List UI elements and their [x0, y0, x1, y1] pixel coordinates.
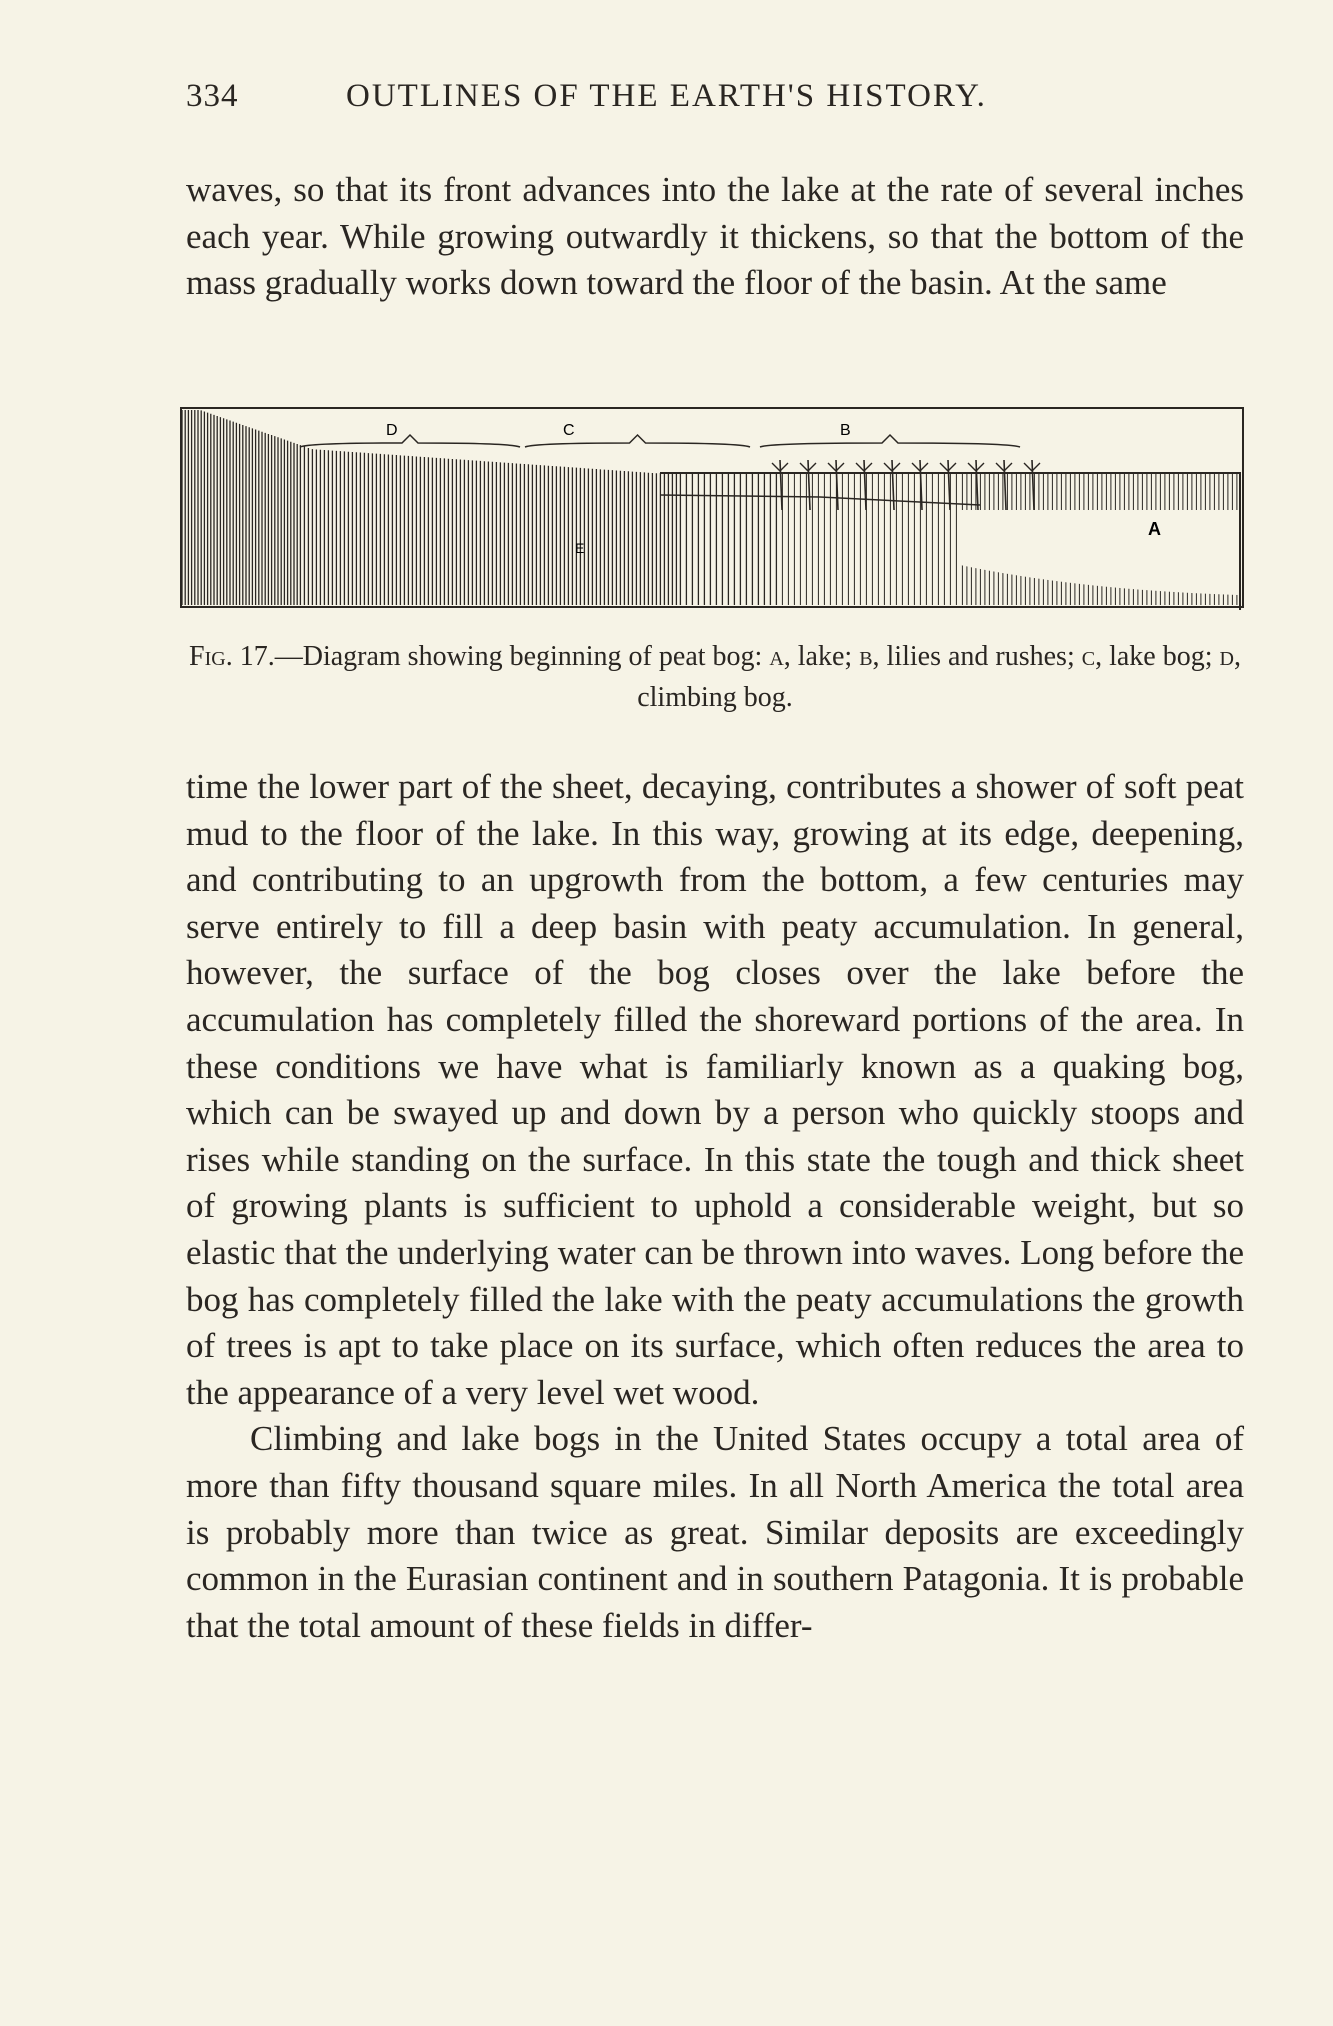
- caption-desc-d: , climbing bog.: [637, 641, 1241, 713]
- rush-stalk: [780, 460, 782, 510]
- caption-intro: Diagram showing beginning of peat bog:: [302, 641, 770, 672]
- running-head: OUTLINES OF THE EARTH'S HISTORY.: [346, 78, 987, 114]
- zone-bracket: [760, 435, 1020, 447]
- diagram-label-d: D: [386, 422, 398, 439]
- caption-desc-a: , lake;: [783, 641, 860, 672]
- zone-bracket: [300, 435, 520, 447]
- diagram-label-c: C: [563, 422, 575, 439]
- page-header: [186, 78, 1246, 128]
- caption-key-d: d: [1219, 641, 1234, 672]
- paragraph-main: time the lower part of the sheet, decaying, contributes a shower of soft peat mud to the floor of the lake. In this way, growing at its edge, deepening, and contributing to an upgrowth from the bottom, a few centuries may serve entirely to fill a deep basin with peaty accumulation. In general, however, the surface of the bog closes over the lake before the accumulation has completely filled the shoreward portions of the area. In these conditions we have what is familiarly known as a quaking bog, which can be swayed up and down by a person who quickly stoops and rises while standing on the surface. In this state the tough and thick sheet of growing plants is sufficient to uphold a considerable weight, but so elastic that the underlying water can be thrown into waves. Long before the bog has completely filled the lake with the peaty accumulations the growth of trees is apt to take place on its surface, which often reduces the area to the appearance of a very level wet wood.: [186, 767, 1244, 1412]
- caption-key-a: a: [769, 641, 784, 672]
- paragraph-last: Climbing and lake bogs in the United States occupy a total area of more than fifty thousand square miles. In all North America the total area is probably more than twice as great. Similar deposits are exceedingly common in the Eurasian continent and in southern Patagonia. It is probable that the total amount of these fields in differ-: [186, 1419, 1244, 1645]
- rush-stalk: [1004, 460, 1006, 510]
- paragraph-continuation: waves, so that its front advances into the lake at the rate of several inches each year. While growing outwardly it thickens, so that the bottom of the mass gradually works down toward the floor of the basin. At the same: [186, 170, 1244, 303]
- lake-water: [960, 510, 1238, 595]
- diagram-label-b: B: [840, 422, 851, 439]
- page-number: 334: [186, 78, 239, 114]
- zone-bracket: [525, 435, 750, 447]
- body-text-top: [186, 167, 1244, 307]
- rush-stalk: [892, 460, 894, 510]
- diagram-label-a: A: [1148, 519, 1161, 539]
- caption-desc-c: , lake bog;: [1095, 641, 1220, 672]
- caption-dash: —: [274, 641, 303, 672]
- body-text-bottom: [186, 764, 1244, 1649]
- caption-key-b: b: [859, 641, 873, 672]
- rush-stalk: [1032, 460, 1034, 510]
- caption-key-c: c: [1081, 641, 1096, 672]
- figure-caption: [186, 636, 1244, 718]
- rush-stalk: [948, 460, 950, 510]
- diagram-label-e: E: [575, 540, 585, 556]
- caption-label: Fig. 17.: [189, 641, 275, 672]
- peat-bog-diagram: [180, 405, 1248, 610]
- rush-stalk: [864, 460, 866, 510]
- rush-stalk: [808, 460, 810, 510]
- caption-desc-b: , lilies and rushes;: [872, 641, 1082, 672]
